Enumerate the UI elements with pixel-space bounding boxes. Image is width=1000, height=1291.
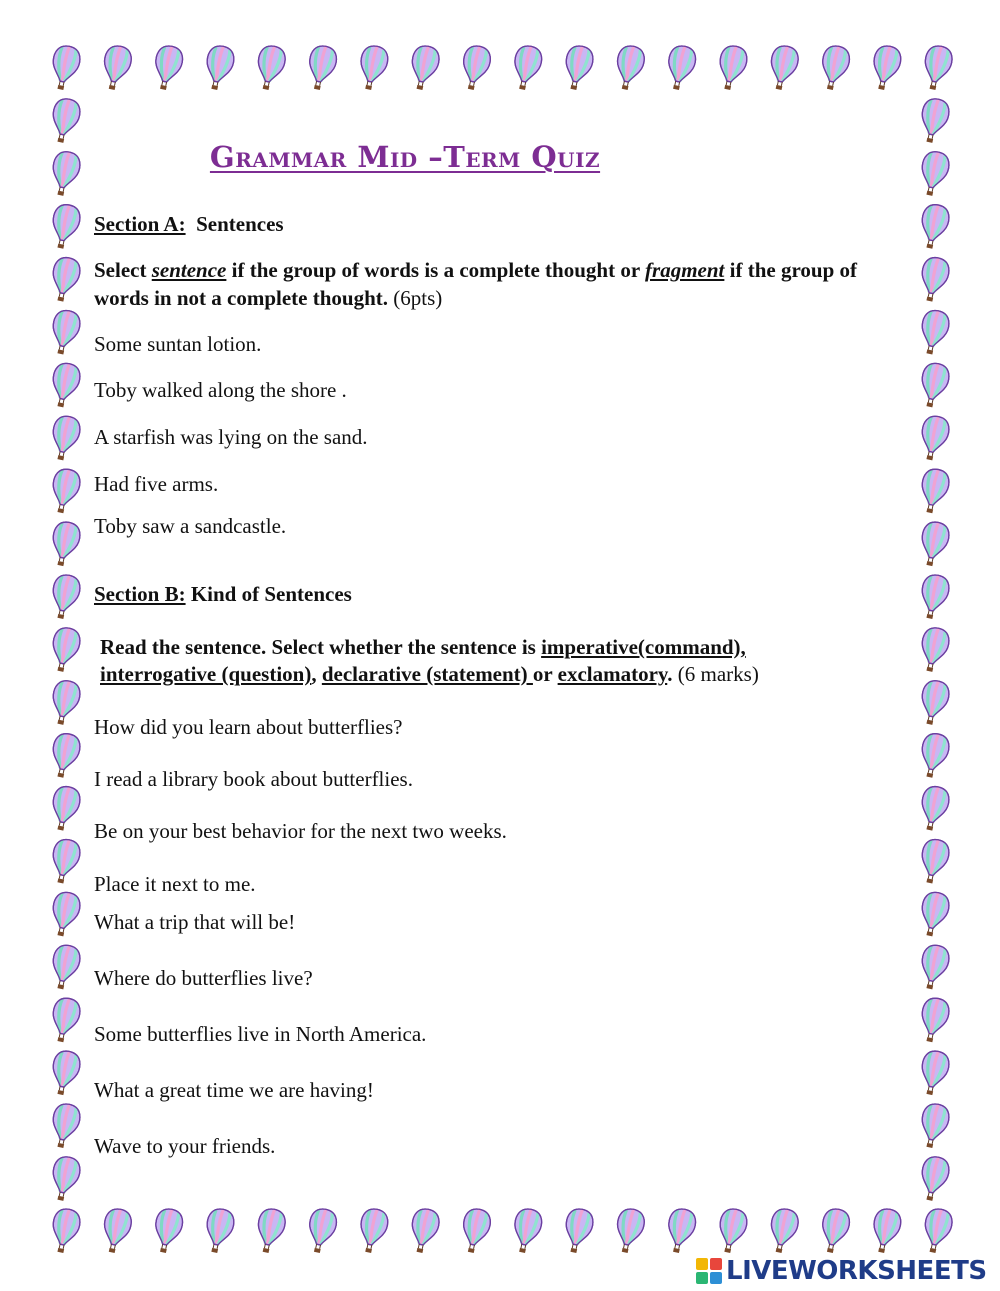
question-item[interactable]: Place it next to me.	[94, 872, 256, 896]
hot-air-balloon-icon	[916, 414, 951, 463]
hot-air-balloon-icon	[47, 361, 82, 410]
question-item[interactable]: A starfish was lying on the sand.	[94, 425, 368, 449]
hot-air-balloon-icon	[916, 837, 951, 886]
exclamatory-option: exclamatory	[557, 662, 668, 686]
question-item[interactable]: Wave to your friends.	[94, 1134, 276, 1158]
hot-air-balloon-icon	[47, 44, 82, 93]
question-item[interactable]: I read a library book about butterflies.	[94, 767, 413, 791]
hot-air-balloon-icon	[916, 202, 951, 251]
hot-air-balloon-icon	[612, 44, 647, 93]
section-b-label: Section B:	[94, 582, 186, 606]
question-item[interactable]: Toby saw a sandcastle.	[94, 514, 287, 538]
instruction-text: Select	[94, 258, 152, 282]
section-b-name: Kind of Sentences	[185, 582, 352, 606]
hot-air-balloon-icon	[916, 97, 951, 146]
hot-air-balloon-icon	[99, 1207, 134, 1256]
hot-air-balloon-icon	[817, 1207, 852, 1256]
hot-air-balloon-icon	[47, 678, 82, 727]
hot-air-balloon-icon	[47, 467, 82, 516]
question-item[interactable]: Be on your best behavior for the next two weeks.	[94, 819, 507, 843]
hot-air-balloon-icon	[916, 361, 951, 410]
hot-air-balloon-icon	[47, 149, 82, 198]
imperative-option: imperative(command),	[541, 635, 746, 659]
hot-air-balloon-icon	[509, 44, 544, 93]
hot-air-balloon-icon	[458, 1207, 493, 1256]
section-a-label: Section A:	[94, 212, 186, 236]
marks-label: (6 marks)	[672, 662, 759, 686]
hot-air-balloon-icon	[150, 1207, 185, 1256]
hot-air-balloon-icon	[150, 44, 185, 93]
fragment-keyword: fragment	[645, 258, 725, 282]
hot-air-balloon-icon	[47, 308, 82, 357]
hot-air-balloon-icon	[612, 1207, 647, 1256]
hot-air-balloon-icon	[916, 996, 951, 1045]
hot-air-balloon-icon	[201, 44, 236, 93]
hot-air-balloon-icon	[817, 44, 852, 93]
hot-air-balloon-icon	[47, 890, 82, 939]
separator: or	[532, 662, 558, 686]
hot-air-balloon-icon	[47, 731, 82, 780]
question-item[interactable]: Toby walked along the shore .	[94, 378, 347, 402]
hot-air-balloon-icon	[355, 44, 390, 93]
hot-air-balloon-icon	[663, 1207, 698, 1256]
hot-air-balloon-icon	[47, 1102, 82, 1151]
hot-air-balloon-icon	[916, 943, 951, 992]
hot-air-balloon-icon	[407, 44, 442, 93]
hot-air-balloon-icon	[47, 97, 82, 146]
hot-air-balloon-icon	[868, 1207, 903, 1256]
question-item[interactable]: How did you learn about butterflies?	[94, 715, 403, 739]
hot-air-balloon-icon	[47, 1207, 82, 1256]
hot-air-balloon-icon	[47, 943, 82, 992]
hot-air-balloon-icon	[99, 44, 134, 93]
hot-air-balloon-icon	[47, 202, 82, 251]
hot-air-balloon-icon	[560, 44, 595, 93]
separator: .	[667, 662, 673, 686]
hot-air-balloon-icon	[766, 1207, 801, 1256]
hot-air-balloon-icon	[509, 1207, 544, 1256]
hot-air-balloon-icon	[714, 1207, 749, 1256]
hot-air-balloon-icon	[916, 678, 951, 727]
question-item[interactable]: Where do butterflies live?	[94, 966, 313, 990]
hot-air-balloon-icon	[253, 1207, 288, 1256]
hot-air-balloon-icon	[47, 573, 82, 622]
hot-air-balloon-icon	[916, 467, 951, 516]
hot-air-balloon-icon	[47, 626, 82, 675]
hot-air-balloon-icon	[916, 573, 951, 622]
section-a-name: Sentences	[196, 212, 284, 236]
hot-air-balloon-icon	[916, 784, 951, 833]
logo-text: LIVEWORKSHEETS	[726, 1256, 987, 1286]
question-item[interactable]: Some butterflies live in North America.	[94, 1022, 427, 1046]
question-item[interactable]: What a great time we are having!	[94, 1078, 374, 1102]
hot-air-balloon-icon	[916, 890, 951, 939]
hot-air-balloon-icon	[47, 1049, 82, 1098]
hot-air-balloon-icon	[714, 44, 749, 93]
hot-air-balloon-icon	[920, 1207, 955, 1256]
hot-air-balloon-icon	[920, 44, 955, 93]
hot-air-balloon-icon	[916, 255, 951, 304]
hot-air-balloon-icon	[663, 44, 698, 93]
question-item[interactable]: What a trip that will be!	[94, 910, 296, 934]
hot-air-balloon-icon	[355, 1207, 390, 1256]
hot-air-balloon-icon	[916, 626, 951, 675]
instruction-text: if the group of words in not a complete thought.	[94, 258, 857, 310]
hot-air-balloon-icon	[916, 520, 951, 569]
section-b-instruction	[100, 634, 900, 688]
sentence-keyword: sentence	[151, 258, 227, 282]
liveworksheets-logo[interactable]	[696, 1253, 987, 1289]
hot-air-balloon-icon	[916, 308, 951, 357]
hot-air-balloon-icon	[868, 44, 903, 93]
hot-air-balloon-icon	[916, 1102, 951, 1151]
instruction-text: Read the sentence. Select whether the sentence is	[100, 635, 542, 659]
declarative-option: declarative (statement)	[321, 662, 533, 686]
hot-air-balloon-icon	[916, 1049, 951, 1098]
hot-air-balloon-icon	[916, 149, 951, 198]
section-a-heading	[94, 212, 284, 237]
hot-air-balloon-icon	[304, 44, 339, 93]
hot-air-balloon-icon	[766, 44, 801, 93]
hot-air-balloon-icon	[304, 1207, 339, 1256]
logo-mark-icon	[696, 1258, 722, 1284]
hot-air-balloon-icon	[47, 996, 82, 1045]
points-label: (6pts)	[388, 286, 443, 310]
interrogative-option: interrogative (question)	[100, 662, 312, 686]
instruction-text: if the group of words is a complete thought or	[226, 258, 646, 282]
question-item[interactable]: Some suntan lotion.	[94, 332, 262, 356]
hot-air-balloon-icon	[253, 44, 288, 93]
hot-air-balloon-icon	[458, 44, 493, 93]
hot-air-balloon-icon	[201, 1207, 236, 1256]
separator: ,	[311, 662, 322, 686]
hot-air-balloon-icon	[47, 1155, 82, 1204]
section-b-heading	[94, 582, 352, 607]
hot-air-balloon-icon	[916, 1155, 951, 1204]
hot-air-balloon-icon	[47, 255, 82, 304]
hot-air-balloon-icon	[47, 837, 82, 886]
hot-air-balloon-icon	[560, 1207, 595, 1256]
hot-air-balloon-icon	[916, 731, 951, 780]
page-title: Grammar Mid –Term Quiz	[209, 140, 601, 174]
hot-air-balloon-icon	[407, 1207, 442, 1256]
hot-air-balloon-icon	[47, 414, 82, 463]
hot-air-balloon-icon	[47, 784, 82, 833]
question-item[interactable]: Had five arms.	[94, 472, 219, 496]
section-a-instruction	[94, 256, 914, 312]
hot-air-balloon-icon	[47, 520, 82, 569]
